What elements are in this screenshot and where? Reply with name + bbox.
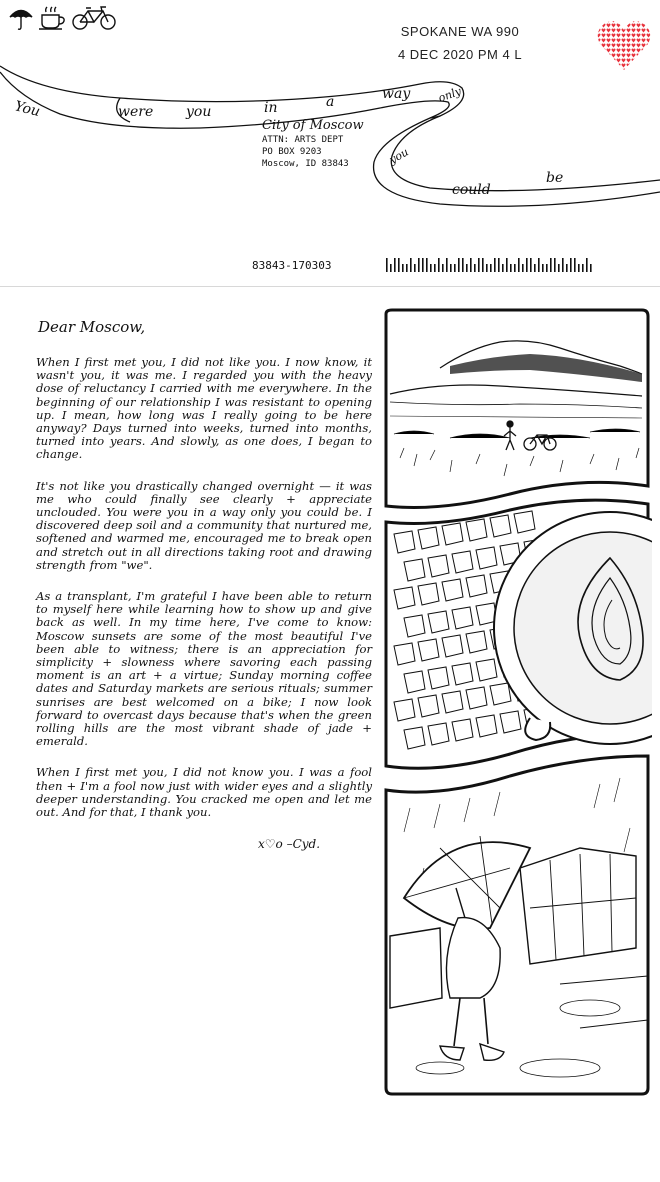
barcode-bar (442, 264, 444, 272)
coffee-cup-icon (39, 7, 64, 29)
letter-paragraph-3: As a transplant, I'm grateful I have been able to return to myself here while learning how to show up and give back as well. In my time here, I've come to know: Moscow sunsets are some of the most beautiful I've been able to witness; there is an appreciation for simplicity + slowness where savoring each passing moment is an art + a virtue; Sunday morning coffee dates and Saturday markets are serious rituals; summer sunrises are best welcomed on a bike; I now look forward to overcast days because that's when the green rolling hills are the most vibrant shade of jade + emerald. (36, 589, 372, 749)
barcode-bar (486, 264, 488, 272)
ribbon-word: a (326, 94, 335, 110)
postmark-location: SPOKANE WA 990 (400, 24, 520, 39)
barcode-bar (570, 258, 572, 272)
barcode-bar (542, 264, 544, 272)
barcode-bar (394, 258, 396, 272)
letter (26, 312, 372, 851)
bicycle-icon (73, 7, 115, 29)
address-line-2: PO BOX 9203 (262, 147, 322, 157)
barcode-bar (390, 264, 392, 272)
routing-code: 83843-170303 (252, 259, 332, 272)
barcode-bar (482, 258, 484, 272)
coffee-panel (386, 500, 652, 768)
barcode-bar (450, 264, 452, 272)
barcode-bar (462, 258, 464, 272)
barcode-bar (506, 258, 508, 272)
ribbon-word: in (264, 100, 278, 116)
ribbon-word: way (382, 86, 411, 102)
barcode-bar (558, 264, 560, 272)
barcode-bar (426, 258, 428, 272)
letter-paragraph-1: When I first met you, I did not like you. I now know, it wasn't you, it was me. I regarded you with the heavy dose of reluctancy I carried with me everywhere. In the beginning of our relationship I was resistant to opening up. I mean, how long was I really going to be here anyway? Days turned into weeks, turned into months, turned into years. And slowly, as one does, I began to change. (36, 355, 372, 462)
barcode-bar (494, 258, 496, 272)
doodle-icons (8, 4, 128, 36)
umbrella-icon (10, 11, 32, 30)
barcode-bar (574, 258, 576, 272)
barcode-bar (554, 258, 556, 272)
barcode-bar (402, 264, 404, 272)
letter-greeting: Dear Moscow, (38, 318, 146, 336)
barcode-bar (430, 264, 432, 272)
ribbon-word: you (186, 104, 212, 120)
postal-barcode (386, 256, 596, 274)
barcode-bar (474, 264, 476, 272)
mailing-address (262, 120, 364, 170)
barcode-bar (446, 258, 448, 272)
letter-paragraph-4: When I first met you, I did not know you. I was a fool then + I'm a fool now just with wider eyes and a slightly deeper understanding. You cracked me open and let me out. And for that, I thank you. (36, 765, 372, 820)
letter-signature: x♡o –Cyd. (258, 837, 321, 852)
barcode-bar (538, 258, 540, 272)
ribbon-word: only (436, 84, 464, 105)
barcode-bar (454, 264, 456, 272)
barcode-bar (458, 258, 460, 272)
barcode-bar (386, 258, 388, 272)
barcode-bar (418, 258, 420, 272)
barcode-bar (478, 258, 480, 272)
barcode-bar (586, 258, 588, 272)
barcode-bar (470, 258, 472, 272)
postmark-date: 4 DEC 2020 PM 4 L (397, 47, 523, 62)
barcode-bar (498, 258, 500, 272)
barcode-bar (502, 264, 504, 272)
barcode-bar (438, 258, 440, 272)
barcode-bar (406, 264, 408, 272)
address-line-1: ATTN: ARTS DEPT (262, 135, 344, 145)
barcode-bar (526, 258, 528, 272)
barcode-bar (466, 264, 468, 272)
ribbon-word: You (13, 98, 42, 121)
barcode-bar (534, 264, 536, 272)
barcode-bar (490, 264, 492, 272)
ribbon-word: be (546, 170, 564, 186)
barcode-bar (566, 264, 568, 272)
illustration-panels (380, 308, 652, 1098)
barcode-bar (398, 258, 400, 272)
envelope (0, 0, 660, 287)
barcode-bar (550, 258, 552, 272)
barcode-bar (546, 264, 548, 272)
barcode-bar (522, 264, 524, 272)
ribbon-word: could (452, 182, 491, 198)
barcode-bar (514, 264, 516, 272)
barcode-bar (434, 264, 436, 272)
barcode-bar (590, 264, 592, 272)
barcode-bar (578, 264, 580, 272)
barcode-bar (518, 258, 520, 272)
address-city: City of Moscow (262, 118, 364, 133)
address-line-3: Moscow, ID 83843 (262, 159, 349, 169)
ribbon-word: you (387, 145, 411, 167)
barcode-bar (530, 258, 532, 272)
barcode-bar (562, 258, 564, 272)
barcode-bar (410, 258, 412, 272)
barcode-bar (582, 264, 584, 272)
barcode-bar (510, 264, 512, 272)
barcode-bar (422, 258, 424, 272)
barcode-bar (414, 264, 416, 272)
letter-paragraph-2: It's not like you drastically changed overnight — it was me who could finally see clearly + appreciate unclouded. You were you in a way only you could be. I discovered deep soil and a community that nurtured me, softened and warmed me, encouraged me to break open and stretch out in all directions taking root and drawing strength from "we". (36, 478, 372, 572)
rain-panel (386, 756, 648, 1094)
ribbon-word: were (118, 104, 154, 120)
landscape-panel (386, 310, 648, 508)
